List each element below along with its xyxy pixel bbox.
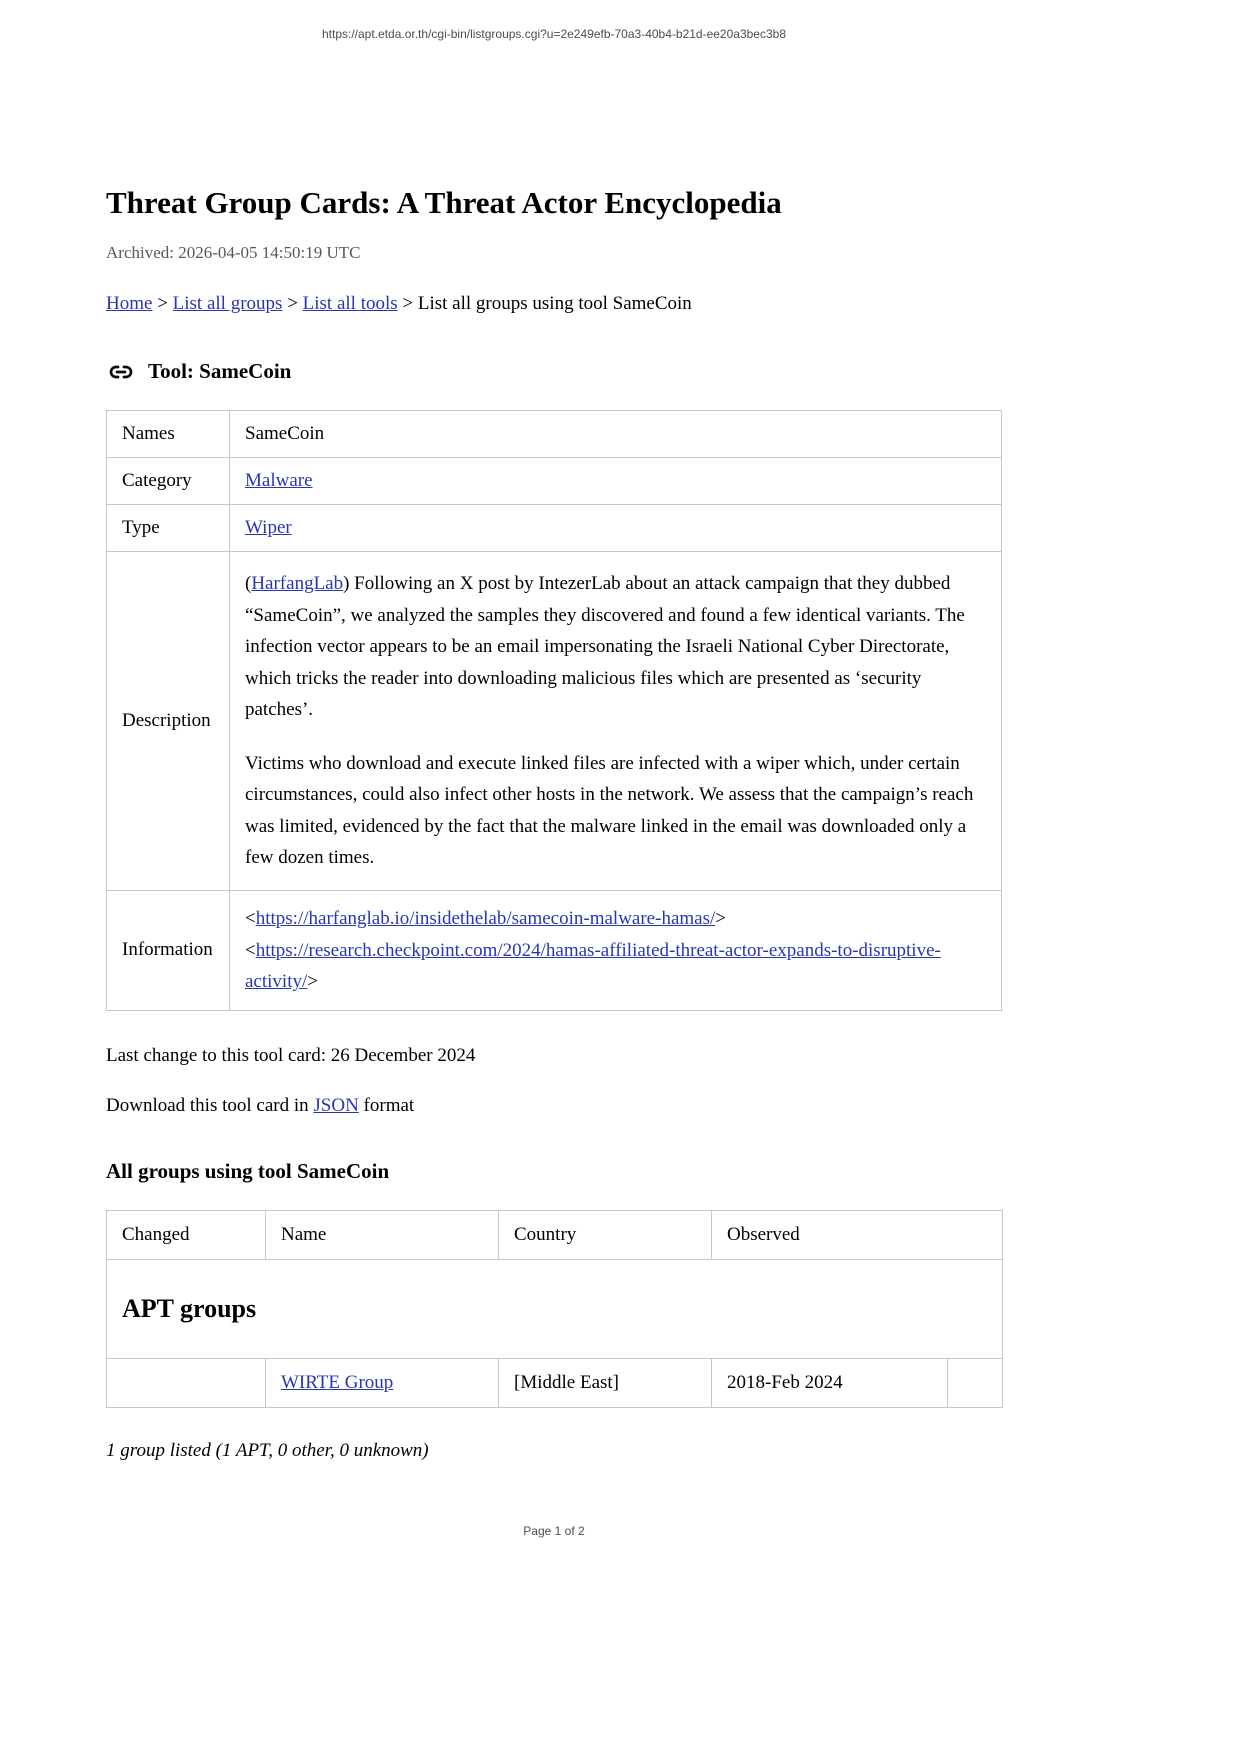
- tool-heading: [106, 359, 1002, 384]
- group-observed-cell: 2018-Feb 2024: [712, 1358, 948, 1407]
- information-value: [230, 890, 1002, 1010]
- category-value: [230, 458, 1002, 505]
- column-header-observed: Observed: [712, 1210, 1003, 1259]
- json-download-link[interactable]: JSON: [313, 1094, 359, 1116]
- description-paragraph-1: [245, 568, 986, 726]
- names-label: Names: [107, 411, 230, 458]
- angle-bracket-open: <: [245, 907, 256, 929]
- groups-table: [106, 1210, 1003, 1408]
- apt-groups-section-label: APT groups: [107, 1259, 1003, 1358]
- breadcrumb-separator: >: [282, 293, 303, 315]
- information-entry: [245, 935, 986, 998]
- table-row-information: [107, 890, 1002, 1010]
- link-icon: [106, 360, 136, 384]
- breadcrumb-list-groups-link[interactable]: List all groups: [172, 293, 283, 315]
- table-row-category: [107, 458, 1002, 505]
- wirte-group-link[interactable]: WIRTE Group: [281, 1371, 394, 1393]
- column-header-name: Name: [266, 1210, 499, 1259]
- names-value: SameCoin: [230, 411, 1002, 458]
- column-header-changed: Changed: [107, 1210, 266, 1259]
- category-label: Category: [107, 458, 230, 505]
- type-link[interactable]: Wiper: [245, 517, 292, 539]
- table-row-names: [107, 411, 1002, 458]
- groups-section-row: [107, 1259, 1003, 1358]
- type-value: [230, 505, 1002, 552]
- harfanglab-link[interactable]: HarfangLab: [251, 573, 344, 595]
- description-paragraph-1-text: ) Following an X post by IntezerLab about an attack campaign that they dubbed “SameCoin”, we analyzed the samples they discovered and found a few identical variants. The infection vector appears to be an email impersonating the Israeli National Cyber Directorate, which tricks the reader into downloading malicious files which are presented as ‘security patches’.: [245, 573, 965, 721]
- groups-count-summary: 1 group listed (1 APT, 0 other, 0 unknown): [106, 1439, 429, 1461]
- category-link[interactable]: Malware: [245, 470, 313, 492]
- description-value: [230, 552, 1002, 891]
- groups-section-heading: All groups using tool SameCoin: [106, 1158, 390, 1183]
- breadcrumb-current: List all groups using tool SameCoin: [417, 293, 692, 315]
- group-changed-cell: [107, 1358, 266, 1407]
- download-suffix: format: [358, 1094, 415, 1116]
- download-line: [106, 1095, 1002, 1117]
- breadcrumb-list-tools-link[interactable]: List all tools: [302, 293, 398, 315]
- group-name-cell: [266, 1358, 499, 1407]
- breadcrumb-separator: >: [152, 293, 173, 315]
- group-extra-cell: [948, 1358, 1003, 1407]
- information-entry: [245, 903, 986, 935]
- table-row-description: [107, 552, 1002, 891]
- type-label: Type: [107, 505, 230, 552]
- description-label: Description: [107, 552, 230, 891]
- tool-card-table: [106, 410, 1002, 1010]
- page-title: Threat Group Cards: A Threat Actor Encyclopedia: [106, 185, 782, 220]
- group-country-cell: [Middle East]: [499, 1358, 712, 1407]
- angle-bracket-close: >: [715, 907, 726, 929]
- print-footer-page-number: Page 1 of 2: [523, 1524, 585, 1538]
- angle-bracket-open: <: [245, 939, 256, 961]
- tool-heading-label: Tool: SameCoin: [148, 359, 292, 384]
- description-paragraph-2: Victims who download and execute linked files are infected with a wiper which, under certain circumstances, could also infect other hosts in the network. We assess that the campaign’s reach was limited, evidenced by the fact that the malware linked in the email was downloaded only a few dozen times.: [245, 752, 974, 869]
- last-change-note: Last change to this tool card: 26 December 2024: [106, 1044, 476, 1066]
- download-prefix: Download this tool card in: [106, 1094, 314, 1116]
- print-header-url: https://apt.etda.or.th/cgi-bin/listgroups.cgi?u=2e249efb-70a3-40b4-b21d-ee20a3bec3b8: [321, 27, 786, 41]
- description-paren-open: (: [245, 573, 252, 595]
- breadcrumb-home-link[interactable]: Home: [106, 293, 153, 315]
- page-content: [106, 0, 1002, 1481]
- checkpoint-report-link[interactable]: https://research.checkpoint.com/2024/hamas-affiliated-threat-actor-expands-to-disruptive-activity/: [245, 939, 941, 993]
- breadcrumb-separator: >: [397, 293, 418, 315]
- archived-timestamp: Archived: 2026-04-05 14:50:19 UTC: [106, 243, 361, 263]
- angle-bracket-close: >: [307, 971, 318, 993]
- table-row-type: [107, 505, 1002, 552]
- table-row: [107, 1358, 1003, 1407]
- groups-table-header-row: [107, 1210, 1003, 1259]
- information-label: Information: [107, 890, 230, 1010]
- column-header-country: Country: [499, 1210, 712, 1259]
- breadcrumb: [106, 293, 1002, 315]
- harfanglab-report-link[interactable]: https://harfanglab.io/insidethelab/samecoin-malware-hamas/: [255, 907, 716, 929]
